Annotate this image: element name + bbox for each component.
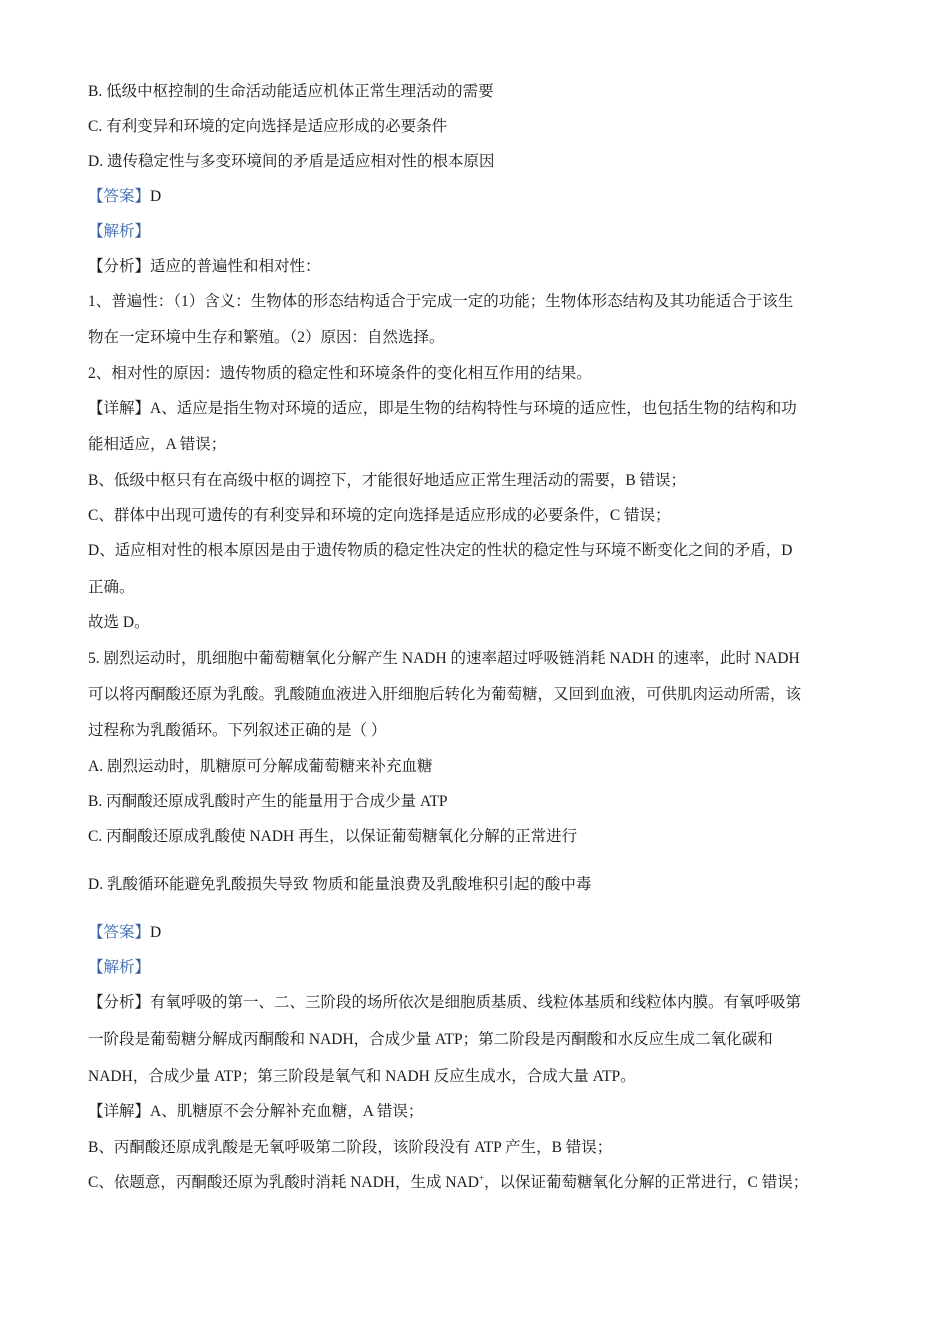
q4-fenxi [88, 256, 321, 278]
q5-fenxi-line2: 一阶段是葡萄糖分解成丙酮酸和 NADH，合成少量 ATP；第二阶段是丙酮酸和水反应生成二氧化碳和 [88, 1031, 773, 1048]
q4-xiangjie-a-line2: 能相适应，A 错误； [88, 436, 227, 453]
q5-xiangjie-b: B、丙酮酸还原成乳酸是无氧呼吸第二阶段，该阶段没有 ATP 产生，B 错误； [88, 1139, 613, 1156]
q5-option-c: C. 丙酮酸还原成乳酸使 NADH 再生，以保证葡萄糖氧化分解的正常进行 [88, 828, 578, 845]
q4-xiangjie-d-line2: 正确。 [88, 579, 135, 596]
q5-option-a: A. 剧烈运动时，肌糖原可分解成葡萄糖来补充血糖 [88, 758, 433, 775]
xiangjie-a-text: A、肌糖原不会分解补充血糖，A 错误； [150, 1103, 424, 1120]
q4-option-d: D. 遗传稳定性与多变环境间的矛盾是适应相对性的根本原因 [88, 153, 495, 170]
q4-xiangjie-b: B、低级中枢只有在高级中枢的调控下，才能很好地适应正常生理活动的需要，B 错误； [88, 472, 687, 489]
xiangjie-c-part2: ，以保证葡萄糖氧化分解的正常进行，C 错误； [484, 1174, 809, 1191]
xiangjie-c-part1: C、依题意，丙酮酸还原为乳酸时消耗 NADH，生成 NAD [88, 1174, 479, 1191]
q5-fenxi-line1 [88, 992, 801, 1014]
q5-stem-line2: 可以将丙酮酸还原为乳酸。乳酸随血液进入肝细胞后转化为葡萄糖，又回到血液，可供肌肉运动所需，该 [88, 686, 802, 703]
q5-answer [88, 922, 161, 944]
q5-xiangjie-c [88, 1172, 808, 1194]
answer-value: D [150, 188, 162, 205]
q4-option-b: B. 低级中枢控制的生命活动能适应机体正常生理活动的需要 [88, 83, 494, 100]
answer-tag: 【答案】 [88, 924, 151, 941]
answer-tag: 【答案】 [88, 188, 151, 205]
q4-option-c: C. 有利变异和环境的定向选择是适应形成的必要条件 [88, 118, 448, 135]
q5-option-d: D. 乳酸循环能避免乳酸损失导致 物质和能量浪费及乳酸堆积引起的酸中毒 [88, 876, 592, 893]
q4-point1-line1: 1、普遍性：（1）含义：生物体的形态结构适合于完成一定的功能；生物体形态结构及其功能适合于该生 [88, 293, 794, 310]
q4-conclusion: 故选 D。 [88, 614, 150, 631]
answer-value: D [150, 924, 162, 941]
fenxi-tag: 【分析】 [88, 258, 151, 275]
q4-analysis-heading: 【解析】 [88, 223, 151, 240]
q4-xiangjie-c: C、群体中出现可遗传的有利变异和环境的定向选择是适应形成的必要条件，C 错误； [88, 507, 671, 524]
q5-stem-line1: 5. 剧烈运动时，肌细胞中葡萄糖氧化分解产生 NADH 的速率超过呼吸链消耗 NADH 的速率，此时 NADH [88, 650, 800, 667]
q4-point2: 2、相对性的原因：遗传物质的稳定性和环境条件的变化相互作用的结果。 [88, 365, 592, 382]
q4-xiangjie-a-line1 [88, 398, 797, 420]
fenxi-text: 适应的普遍性和相对性： [150, 258, 321, 275]
q5-stem-line3: 过程称为乳酸循环。下列叙述正确的是（ ） [88, 722, 387, 739]
nad-superscript: + [478, 1172, 485, 1183]
xiangjie-a-text: A、适应是指生物对环境的适应，即是生物的结构特性与环境的适应性，也包括生物的结构和功 [150, 400, 797, 417]
q5-xiangjie-a [88, 1101, 423, 1123]
q5-fenxi-line3: NADH，合成少量 ATP；第三阶段是氧气和 NADH 反应生成水，合成大量 ATP。 [88, 1068, 636, 1085]
q4-answer [88, 186, 161, 208]
fenxi-tag: 【分析】 [88, 994, 151, 1011]
xiangjie-tag: 【详解】 [88, 1103, 151, 1120]
fenxi-text: 有氧呼吸的第一、二、三阶段的场所依次是细胞质基质、线粒体基质和线粒体内膜。有氧呼吸第 [150, 994, 802, 1011]
q4-xiangjie-d-line1: D、适应相对性的根本原因是由于遗传物质的稳定性决定的性状的稳定性与环境不断变化之间的矛盾，D [88, 542, 793, 559]
q5-analysis-heading: 【解析】 [88, 959, 151, 976]
q5-option-b: B. 丙酮酸还原成乳酸时产生的能量用于合成少量 ATP [88, 793, 448, 810]
q4-point1-line2: 物在一定环境中生存和繁殖。（2）原因：自然选择。 [88, 329, 445, 346]
xiangjie-tag: 【详解】 [88, 400, 151, 417]
